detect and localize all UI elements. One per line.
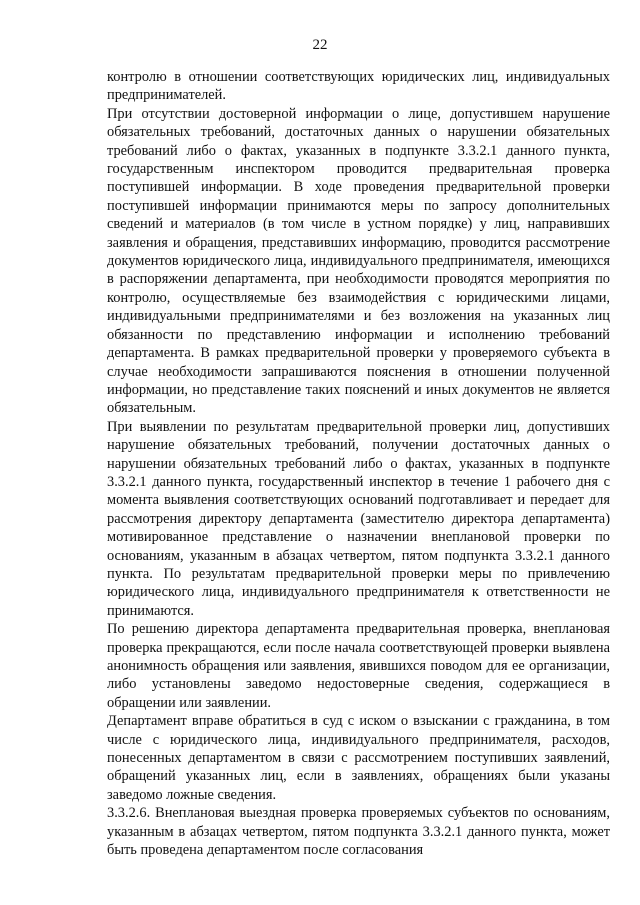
body-text — [107, 68, 610, 859]
paragraph-continuation: контролю в отношении соответствующих юридических лиц, индивидуальных предпринимателей. — [107, 69, 610, 104]
paragraph-check-termination: По решению директора департамента предварительная проверка, внеплановая проверка прекращаются, если после начала соответствующей проверки выявлена анонимность обращения или заявления, явившихся поводом для ее организации, либо установлены заведомо недостоверные сведения, содержащиеся в обращении или заявлении. — [107, 621, 610, 711]
paragraph-unscheduled-check-proposal: При выявлении по результатам предварительной проверки лиц, допустивших нарушение обязательных требований, получении достаточных данных о нарушении обязательных требований либо о фактах, указанных в подпункте 3.3.2.1 данного пункта, государственный инспектор в течение 1 рабочего дня с момента выявления соответствующих оснований подготавливает и передает для рассмотрения директору департамента (заместителю директора департамента) мотивированное представление о назначении внеплановой проверки по основаниям, указанным в абзацах четвертом, пятом подпункта 3.3.2.1 данного пункта. По результатам предварительной проверки меры по привлечению юридического лица, индивидуального предпринимателя к ответственности не принимаются. — [107, 418, 610, 619]
paragraph-3-3-2-6: 3.3.2.6. Внеплановая выездная проверка проверяемых субъектов по основаниям, указанным в абзацах четвертом, пятом подпункта 3.3.2.1 данного пункта, может быть проведена департаментом после согласования — [107, 805, 610, 859]
page-number: 22 — [312, 37, 328, 53]
paragraph-court-claim: Департамент вправе обратиться в суд с иском о взыскании с гражданина, в том числе с юридического лица, индивидуального предпринимателя, расходов, понесенных департаментом в связи с рассмотрением поступивших заявлений, обращений указанных лиц, если в заявлениях, обращениях были указаны заведомо ложные сведения. — [107, 713, 610, 803]
paragraph-preliminary-check: При отсутствии достоверной информации о лице, допустившем нарушение обязательных требований, достаточных данных о нарушении обязательных требований либо о фактах, указанных в подпункте 3.3.2.1 данного пункта, государственным инспектором проводится предварительная проверка поступившей информации. В ходе проведения предварительной проверки поступившей информации принимаются меры по запросу дополнительных сведений и материалов (в том числе в устном порядке) у лиц, направивших заявления и обращения, представивших информацию, проводится рассмотрение документов юридического лица, индивидуального предпринимателя, имеющихся в распоряжении департамента, при необходимости проводятся мероприятия по контролю, осуществляемые без взаимодействия с юридическими лицами, индивидуальными предпринимателями и без возложения на указанных лиц обязанности по представлению информации и исполнению требований департамента. В рамках предварительной проверки у проверяемого субъекта в случае необходимости запрашиваются пояснения в отношении полученной информации, но представление таких пояснений и иных документов не является обязательным. — [107, 105, 610, 417]
